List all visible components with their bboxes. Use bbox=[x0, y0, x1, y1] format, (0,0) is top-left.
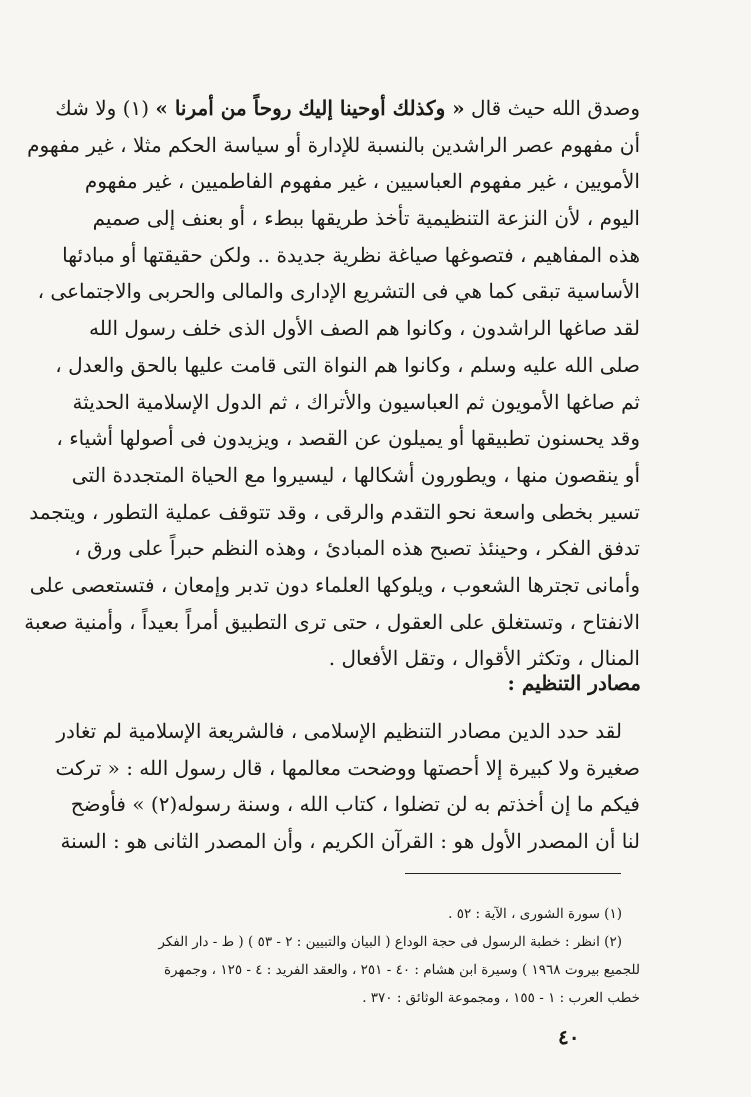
footnote-1: (١) سورة الشورى ، الآية : ٥٢ . bbox=[448, 906, 622, 922]
text-line: وقد يحسنون تطبيقها أو يميلون عن القصد ، ويزيدون فى أصولها أشياء ، bbox=[56, 426, 640, 451]
footnotes bbox=[98, 900, 640, 1012]
text-line: فيكم ما إن أخذتم به لن تضلوا ، كتاب الله ، وسنة رسوله(٢) » فأوضح bbox=[70, 792, 640, 816]
body-paragraph bbox=[24, 90, 640, 677]
text-line: لقد صاغها الراشدون ، وكانوا هم الصف الأول الذى خلف رسول الله bbox=[89, 316, 640, 341]
text-line: صلى الله عليه وسلم ، وكانوا هم النواة التى قامت عليها بالحق والعدل ، bbox=[55, 352, 640, 377]
section-heading: مصادر التنظيم : bbox=[507, 671, 641, 695]
footnote-2-continued: للجميع بيروت ١٩٦٨ ) وسيرة ابن هشام : ٤٠ - ٢٥١ ، والعقد الفريد : ٤ - ١٢٥ ، وجمهرة bbox=[163, 962, 640, 978]
text-line: الانفتاح ، وتستغلق على العقول ، حتى ترى التطبيق أمراً بعيداً ، وأمنية صعبة bbox=[24, 609, 640, 634]
footnote-2-continued: خطب العرب : ١ - ١٥٥ ، ومجموعة الوثائق : ٣٧٠ . bbox=[362, 990, 640, 1006]
quran-quote: « وكذلك أوحينا إليك روحاً من أمرنا » bbox=[155, 96, 465, 120]
text-line: ثم صاغها الأمويون ثم العباسيون والأتراك ، ثم الدول الإسلامية الحديثة bbox=[72, 389, 640, 414]
text-run: وصدق الله حيث قال bbox=[464, 96, 640, 120]
text-line bbox=[55, 90, 640, 127]
section-paragraph bbox=[55, 713, 640, 859]
text-line: تسير بخطى واسعة نحو التقدم والرقى ، وقد تتوقف عملية التطور ، ويتجمد bbox=[29, 499, 640, 524]
footnote-divider bbox=[405, 873, 621, 874]
text-line: الأمويين ، غير مفهوم العباسيين ، غير مفهوم الفاطميين ، غير مفهوم bbox=[84, 169, 640, 194]
text-line: أو ينقصون منها ، ويطورون أشكالها ، ليسيروا مع الحياة المتجددة التى bbox=[71, 462, 640, 487]
text-line: هذه المفاهيم ، فتصوغها صياغة نظرية جديدة .. ولكن حقيقتها أو مبادئها bbox=[62, 242, 640, 267]
text-line: أن مفهوم عصر الراشدين بالنسبة للإدارة أو سياسة الحكم مثلا ، غير مفهوم bbox=[27, 132, 640, 157]
page-number: ٤٠ bbox=[558, 1025, 580, 1049]
text-line: المنال ، وتكثر الأقوال ، وتقل الأفعال . bbox=[328, 646, 640, 671]
text-line: تدفق الفكر ، وحينئذ تصبح هذه المبادئ ، وهذه النظم حبراً على ورق ، bbox=[74, 536, 640, 561]
text-line: الأساسية تبقى كما هي فى التشريع الإدارى والمالى والحربى والاجتماعى ، bbox=[37, 279, 640, 304]
text-line: اليوم ، لأن النزعة التنظيمية تأخذ طريقها ببطء ، أو بعنف إلى صميم bbox=[92, 206, 640, 231]
text-line: لقد حدد الدين مصادر التنظيم الإسلامى ، فالشريعة الإسلامية لم تغادر bbox=[56, 719, 622, 743]
text-line: لنا أن المصدر الأول هو : القرآن الكريم ، وأن المصدر الثانى هو : السنة bbox=[60, 828, 640, 853]
footnote-2: (٢) انظر : خطبة الرسول فى حجة الوداع ( البيان والتبيين : ٢ - ٥٣ ) ( ط - دار الفكر bbox=[158, 934, 622, 950]
text-line: وأمانى تجترها الشعوب ، ويلوكها العلماء دون تدبر وإمعان ، فتستعصى على bbox=[29, 572, 640, 597]
text-run: (١) ولا شك bbox=[55, 96, 156, 120]
text-line: صغيرة ولا كبيرة إلا أحصتها ووضحت معالمها ، قال رسول الله : « تركت bbox=[55, 755, 640, 780]
